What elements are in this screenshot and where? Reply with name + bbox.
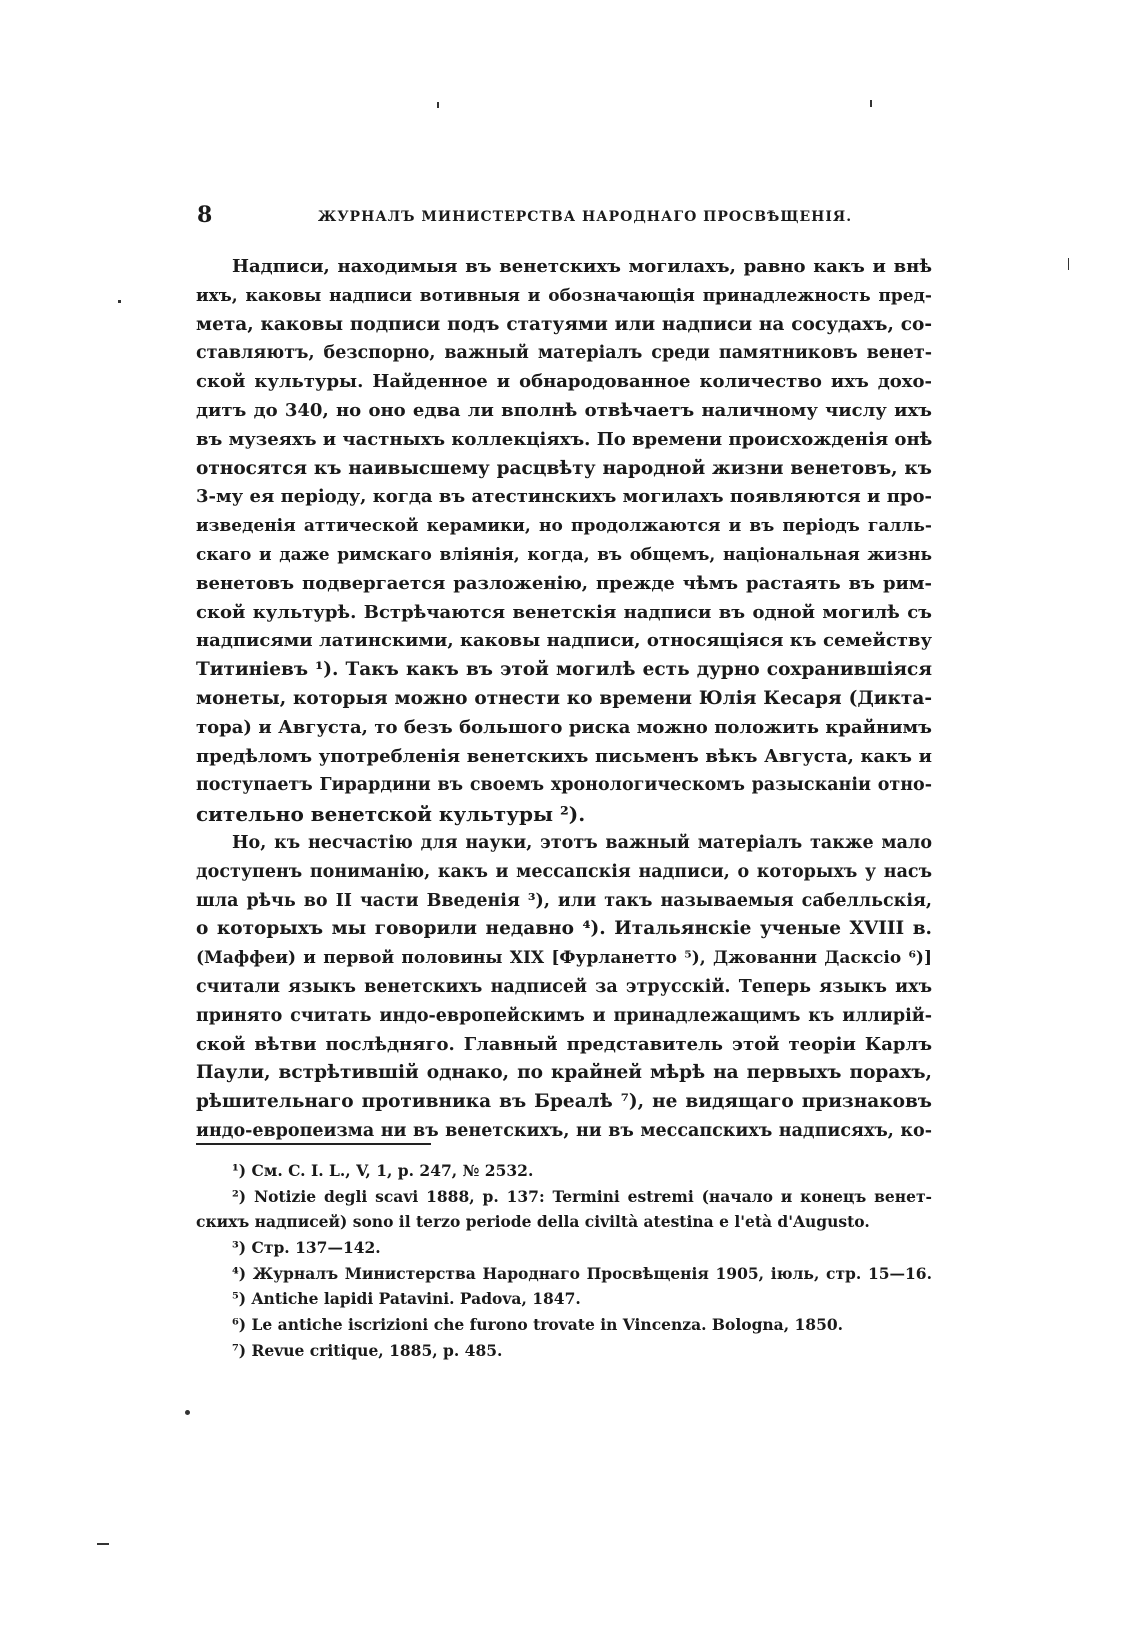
text-line: дитъ до 340, но оно едва ли вполнѣ отвѣчаетъ наличному числу ихъ <box>196 399 932 421</box>
footnote-line: ¹) См. C. I. L., V, 1, p. 247, № 2532. <box>232 1161 534 1180</box>
text-line: ской культурѣ. Встрѣчаются венетскія надписи въ одной могилѣ съ <box>196 601 932 623</box>
text-line: считали языкъ венетскихъ надписей за этрусскій. Теперь языкъ ихъ <box>196 976 932 997</box>
text-line: (Маффеи) и первой половины XIX [Фурланетто ⁵), Джованни Дасксіо ⁶)] <box>196 948 932 969</box>
text-line: венетовъ подвергается разложенію, прежде чѣмъ растаять въ рим- <box>196 572 932 594</box>
text-line: скаго и даже римскаго вліянія, когда, въ общемъ, національная жизнь <box>196 544 932 565</box>
text-line: о которыхъ мы говорили недавно ⁴). Итальянскіе ученые XVIII в. <box>196 918 932 940</box>
running-title: ЖУРНАЛЪ МИНИСТЕРСТВА НАРОДНАГО ПРОСВѢЩЕНІЯ. <box>317 209 853 225</box>
text-line: принято считать индо-европейскимъ и принадлежащимъ къ иллирій- <box>196 1005 932 1026</box>
text-line: сительно венетской культуры ²). <box>196 802 586 827</box>
scan-speck <box>97 1543 109 1545</box>
text-line: надписями латинскими, каковы надписи, относящіяся къ семейству <box>196 630 932 652</box>
text-line: предѣломъ употребленія венетскихъ письменъ вѣкъ Августа, какъ и <box>196 745 932 767</box>
text-line: тора) и Августа, то безъ большого риска можно положить крайнимъ <box>196 716 932 738</box>
text-line: доступенъ пониманію, какъ и мессапскія надписи, о которыхъ у насъ <box>196 861 932 882</box>
footnote-rule <box>196 1143 431 1145</box>
text-line: ской вѣтви послѣдняго. Главный представитель этой теоріи Карлъ <box>196 1033 932 1055</box>
page-number: 8 <box>197 202 213 228</box>
text-line: въ музеяхъ и частныхъ коллекціяхъ. По времени происхожденія онѣ <box>196 428 932 450</box>
footnote-line: ⁴) Журналъ Министерства Народнаго Просвѣщенія 1905, іюль, стр. 15—16. <box>232 1263 932 1283</box>
text-line: шла рѣчь во II части Введенія ³), или такъ называемыя сабелльскія, <box>196 890 932 911</box>
scan-speck <box>1068 258 1069 270</box>
text-line: монеты, которыя можно отнести ко времени Юлія Кесаря (Дикта- <box>196 687 932 709</box>
scan-speck <box>437 102 439 108</box>
footnote-line: ²) Notizie degli scavi 1888, p. 137: Termini estremi (начало и конецъ венет- <box>232 1186 932 1206</box>
text-line: Паули, встрѣтившій однако, по крайней мѣрѣ на первыхъ порахъ, <box>196 1062 932 1084</box>
main-text <box>196 253 932 1146</box>
text-line: мета, каковы подписи подъ статуями или надписи на сосудахъ, со- <box>196 313 932 335</box>
footnote-line: ⁶) Le antiche iscrizioni che furono trovate in Vincenza. Bologna, 1850. <box>232 1315 844 1335</box>
footnote-line: ⁵) Antiche lapidi Patavini. Padova, 1847. <box>232 1289 581 1309</box>
text-line: изведенія аттической керамики, но продолжаются и въ періодъ галль- <box>196 516 932 537</box>
footnote-line: скихъ надписей) sono il terzo periode della civiltà atestina e l'età d'Augusto. <box>196 1212 870 1232</box>
footnotes <box>196 1158 932 1364</box>
scan-speck <box>118 300 121 303</box>
footnote-line: ³) Стр. 137—142. <box>232 1238 381 1258</box>
text-line: ской культуры. Найденное и обнародованное количество ихъ дохо- <box>196 371 932 393</box>
text-line: рѣшительнаго противника въ Бреалѣ ⁷), не видящаго признаковъ <box>196 1091 932 1113</box>
scan-speck <box>185 1410 190 1415</box>
text-line: ихъ, каковы надписи вотивныя и обозначающія принадлежность пред- <box>196 285 932 306</box>
text-line: Надписи, находимыя въ венетскихъ могилахъ, равно какъ и внѣ <box>232 256 932 277</box>
text-line: индо-европеизма ни въ венетскихъ, ни въ мессапскихъ надписяхъ, ко- <box>196 1120 932 1141</box>
text-line: Но, къ несчастію для науки, этотъ важный матеріалъ также мало <box>232 832 932 853</box>
text-line: относятся къ наивысшему расцвѣту народной жизни венетовъ, къ <box>196 457 932 479</box>
text-line: ставляютъ, безспорно, важный матеріалъ среди памятниковъ венет- <box>196 343 932 364</box>
text-line: 3-му ея періоду, когда въ атестинскихъ могилахъ появляются и про- <box>196 486 932 508</box>
text-line: Титиніевъ ¹). Такъ какъ въ этой могилѣ есть дурно сохранившіяся <box>196 659 932 681</box>
footnote-line: ⁷) Revue critique, 1885, p. 485. <box>232 1340 503 1360</box>
text-line: поступаетъ Гирардини въ своемъ хронологическомъ разысканіи отно- <box>196 775 932 796</box>
scan-speck <box>870 100 872 107</box>
